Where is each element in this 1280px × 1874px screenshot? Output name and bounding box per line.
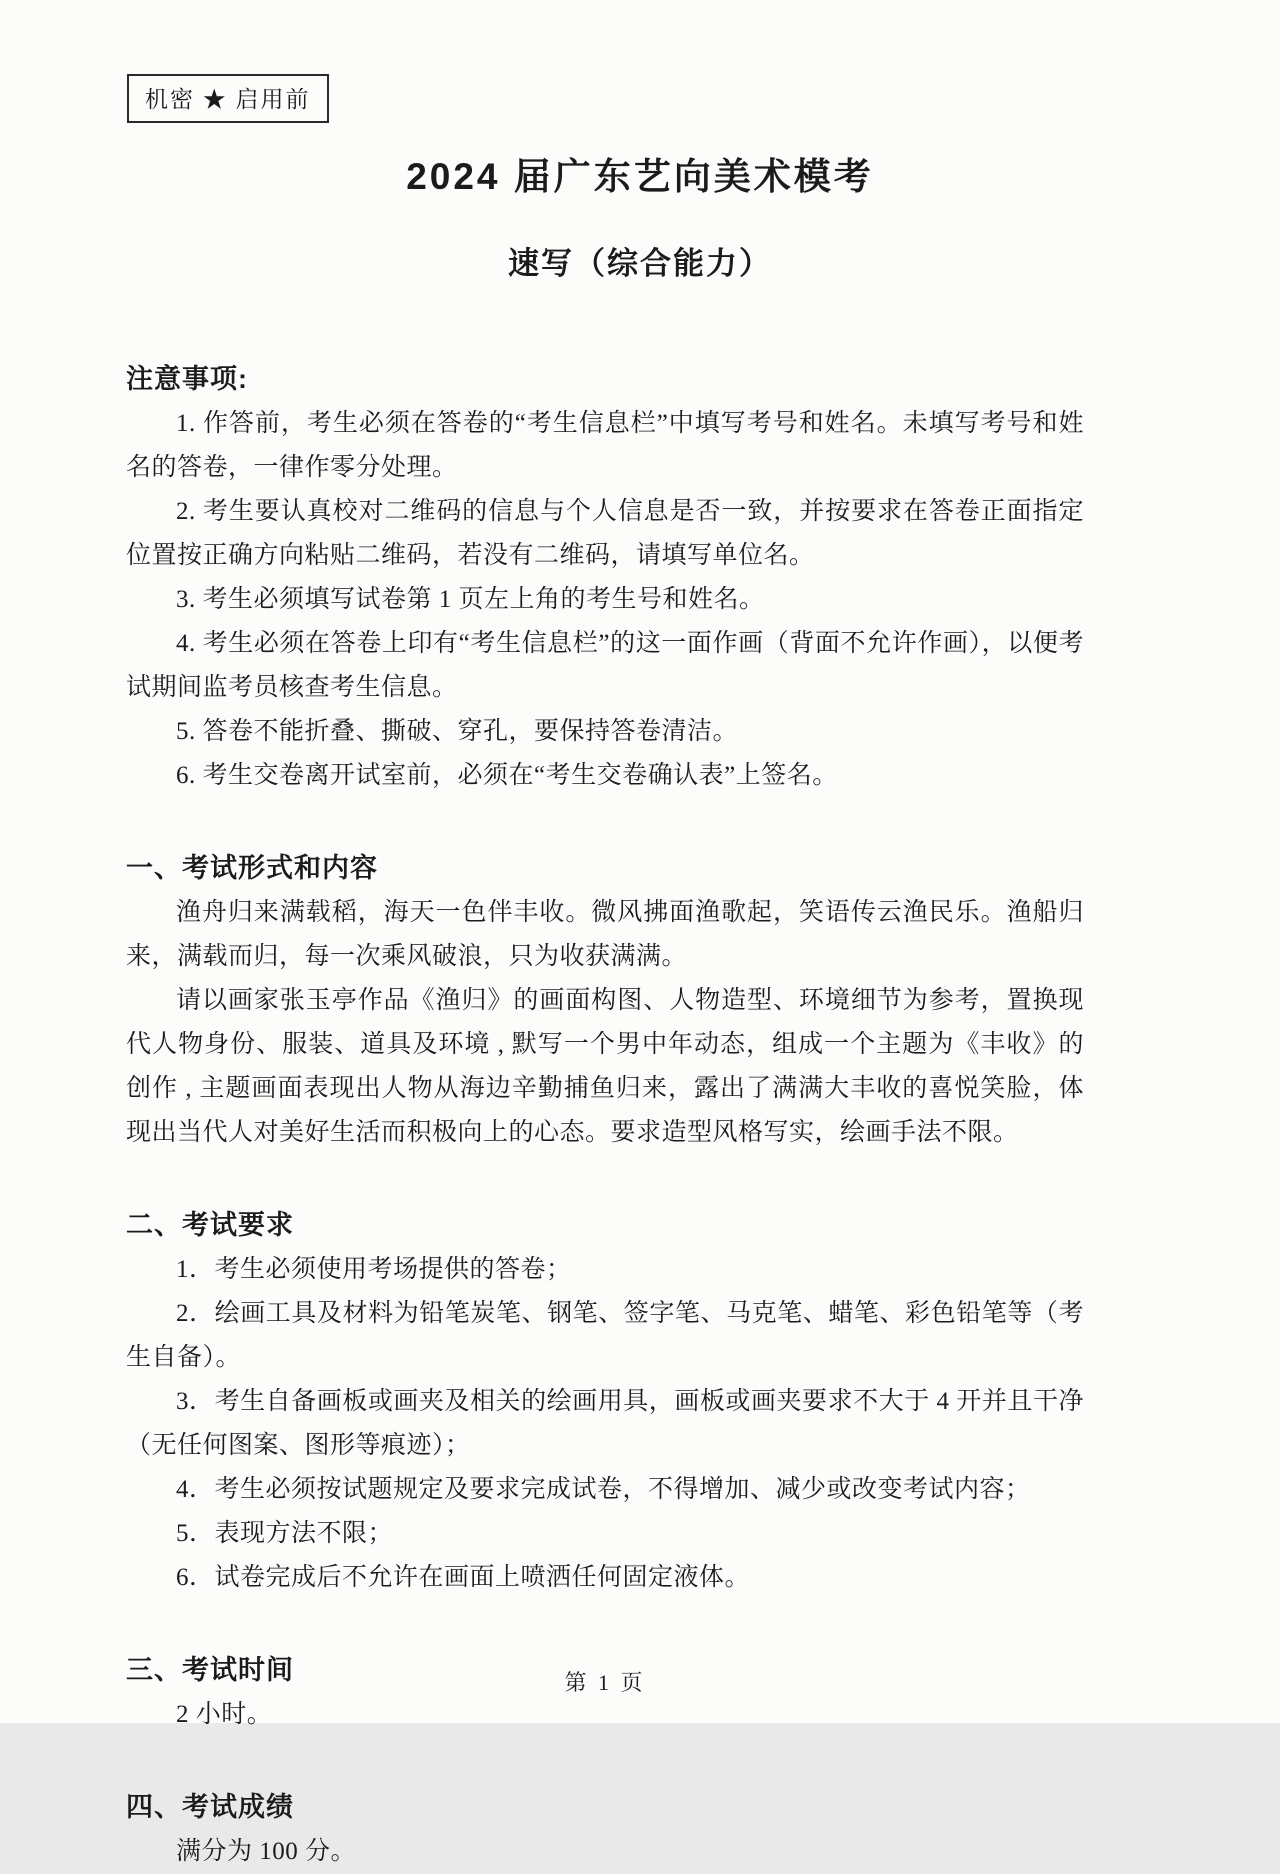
section-exam-form-and-content [126, 798, 1084, 1155]
section-exam-score [126, 1737, 1084, 1874]
section-1-paragraph-2: 请以画家张玉亭作品《渔归》的画面构图、人物造型、环境细节为参考，置换现代人物身份、服装、道具及环境 , 默写一个男中年动态，组成一个主题为《丰收》的创作 , 主题画面表现出人物从海边辛勤捕鱼归来，露出了满满大丰收的喜悦笑脸，体现出当代人对美好生活而积极向上的心态。要求造型风格写实，绘画手法不限。 [126, 987, 1084, 1146]
section-3-heading: 三、考试时间 [126, 1655, 294, 1685]
requirement-item-2: 2．绘画工具及材料为铅笔炭笔、钢笔、签字笔、马克笔、蜡笔、彩色铅笔等（考生自备）。 [126, 1300, 1084, 1371]
page-number: 第 1 页 [564, 1670, 646, 1695]
requirement-item-5: 5．表现方法不限； [176, 1520, 394, 1547]
notice-item-3: 3. 考生必须填写试卷第 1 页左上角的考生号和姓名。 [176, 586, 765, 613]
page-subtitle: 速写（综合能力） [508, 246, 772, 281]
section-3-paragraph-1: 2 小时。 [176, 1701, 273, 1728]
requirement-item-3: 3．考生自备画板或画夹及相关的绘画用具，画板或画夹要求不大于 4 开并且干净（无任何图案、图形等痕迹）； [126, 1388, 1084, 1459]
page-title: 2024 届广东艺向美术模考 [406, 156, 874, 197]
notice-item-6: 6. 考生交卷离开试室前，必须在“考生交卷确认表”上签名。 [176, 762, 838, 789]
section-1-paragraph-1: 渔舟归来满载稻，海天一色伴丰收。微风拂面渔歌起，笑语传云渔民乐。渔船归来，满载而归，每一次乘风破浪，只为收获满满。 [126, 899, 1084, 970]
notice-item-1: 1. 作答前，考生必须在答卷的“考生信息栏”中填写考号和姓名。未填写考号和姓名的答卷，一律作零分处理。 [126, 410, 1084, 481]
confidential-stamp-label: 机密 ★ 启用前 [145, 87, 311, 112]
document-body [126, 283, 1084, 1874]
section-1-heading: 一、考试形式和内容 [126, 853, 378, 883]
section-exam-requirements [126, 1155, 1084, 1600]
notice-heading: 注意事项: [126, 364, 248, 394]
requirement-item-1: 1．考生必须使用考场提供的答卷； [176, 1256, 572, 1283]
notice-item-2: 2. 考生要认真校对二维码的信息与个人信息是否一致，并按要求在答卷正面指定位置按正确方向粘贴二维码，若没有二维码，请填写单位名。 [126, 498, 1084, 569]
notice-item-4: 4. 考生必须在答卷上印有“考生信息栏”的这一面作画（背面不允许作画），以便考试期间监考员核查考生信息。 [126, 630, 1084, 701]
notice-section [126, 283, 1084, 798]
section-2-heading: 二、考试要求 [126, 1210, 294, 1240]
section-4-heading: 四、考试成绩 [126, 1792, 294, 1822]
requirement-item-6: 6．试卷完成后不允许在画面上喷洒任何固定液体。 [176, 1564, 751, 1591]
notice-item-5: 5. 答卷不能折叠、撕破、穿孔，要保持答卷清洁。 [176, 718, 739, 745]
confidential-stamp [127, 74, 329, 123]
section-4-paragraph-1: 满分为 100 分。 [176, 1838, 357, 1865]
requirement-item-4: 4．考生必须按试题规定及要求完成试卷，不得增加、减少或改变考试内容； [176, 1476, 1031, 1503]
